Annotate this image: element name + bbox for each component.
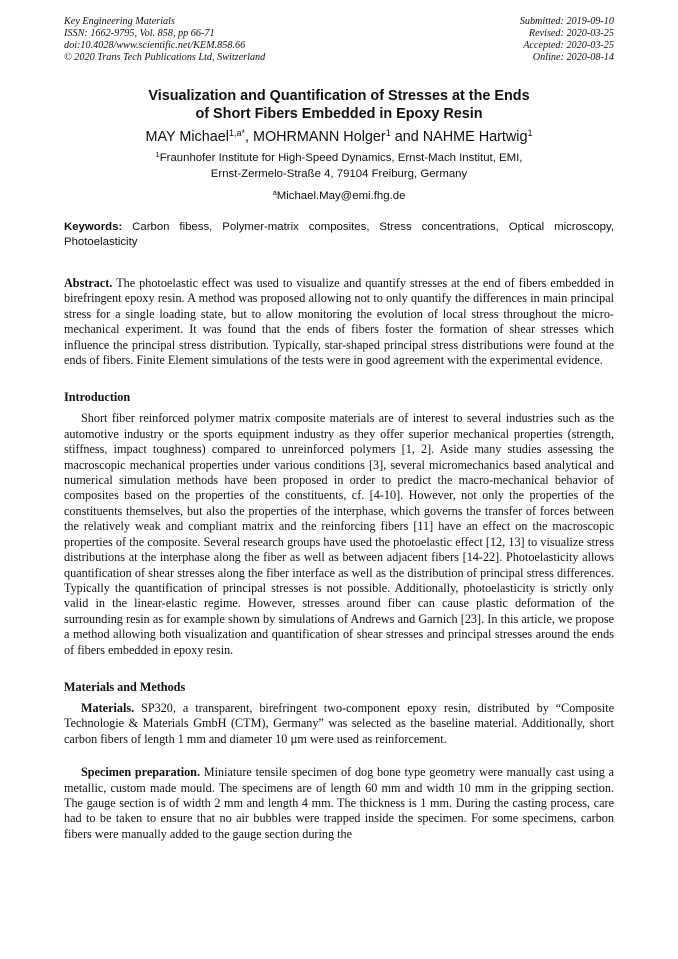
- journal-issn: ISSN: 1662-9795, Vol. 858, pp 66-71: [64, 28, 215, 39]
- materials-text: SP320, a transparent, birefringent two-component epoxy resin, distributed by “Composite Technologie & Materials GmbH (CTM), Germany” was selected as the baseline material. Additionally, short carbon fibers of length 1 mm and diameter 10 µm were used as reinforcement.: [64, 700, 614, 746]
- methods-heading: Materials and Methods: [64, 679, 186, 694]
- journal-doi: doi:10.4028/www.scientific.net/KEM.858.66: [64, 40, 246, 51]
- paper-title: [64, 87, 614, 123]
- date-accepted: Accepted: 2020-03-25: [523, 40, 614, 51]
- author-list: [64, 128, 614, 146]
- journal-header: [64, 16, 614, 64]
- abstract-label: Abstract.: [64, 276, 113, 290]
- author-email: [64, 188, 614, 204]
- author-may-affil: 1,a*: [228, 128, 245, 138]
- author-nahme: and NAHME Hartwig: [390, 129, 528, 145]
- journal-copyright: © 2020 Trans Tech Publications Ltd, Switzerland: [64, 52, 266, 63]
- author-nahme-affil: 1: [527, 128, 533, 138]
- materials-paragraph: [64, 701, 614, 747]
- keywords-label: Keywords:: [64, 221, 123, 233]
- submission-dates: [520, 16, 614, 64]
- author-mohrmann: , MOHRMANN Holger: [244, 129, 386, 145]
- materials-label: Materials.: [81, 700, 135, 715]
- author-mohrmann-affil: 1: [385, 128, 391, 138]
- title-line-1: Visualization and Quantification of Stresses at the Ends: [148, 88, 530, 104]
- specimen-label: Specimen preparation.: [81, 765, 200, 780]
- abstract: [64, 276, 614, 368]
- date-online: Online: 2020-08-14: [532, 52, 614, 63]
- abstract-text: The photoelastic effect was used to visualize and quantify stresses at the end of fibers embedded in birefringent epoxy resin. A method was proposed allowing not to only quantify the differences in main principal stress for a single loading state, but to allow monitoring the evolution of local stress throughout the micro-mechanical experiment. It was found that the ends of fibers foster the formation of shear stresses which influence the principal stress distribution. Typically, star-shaped principal stress distributions were found at the ends of fibers. Finite Element simulations of the tests were in good agreement with the experimental evidence.: [64, 276, 614, 368]
- date-submitted: Submitted: 2019-09-10: [519, 16, 614, 27]
- specimen-text: Miniature tensile specimen of dog bone type geometry were manually cast using a metallic, custom made mould. The specimens are of length 60 mm and width 10 mm in the gripping section. The gauge section is of width 2 mm and length 4 mm. The thickness is 1 mm. During the casting process, care had to be taken to ensure that no air bubbles were trapped inside the specimen. For some specimens, carbon fibers were manually added to the gauge section during the: [64, 765, 614, 841]
- affiliation-line-1: Fraunhofer Institute for High-Speed Dynamics, Ernst-Mach Institut, EMI,: [159, 152, 523, 164]
- date-revised: Revised: 2020-03-25: [528, 28, 614, 39]
- email-marker: a: [272, 188, 277, 197]
- title-line-2: of Short Fibers Embedded in Epoxy Resin: [195, 106, 483, 122]
- affiliation: [64, 150, 614, 182]
- introduction-heading: Introduction: [64, 390, 131, 405]
- keywords: [64, 220, 614, 250]
- specimen-paragraph: [64, 765, 614, 842]
- introduction-paragraph: Short fiber reinforced polymer matrix composite materials are of interest to several industries such as the automotive industry or the sports equipment industry as they offer superior mechanical properties (strength, stiffness, impact toughness) compared to unreinforced polymers [1, 2]. Aside many studies assessing the macroscopic mechanical properties under various conditions [3], several micromechanics based analytical and numerical simulation methods have been proposed in order to predict the macro-mechanical behavior of composites based on the properties of the constituents, cf. [4-10]. However, not only the properties of the constituents themselves, but also the properties of the interphase, which governs the transfer of forces between the relatively weak and compliant matrix and the reinforcing fibers [11] have an effect on the macroscopic properties of the composite. Several research groups have used the photoelastic effect [12, 13] to visualize stress distributions at the interphase along the fiber as well as between adjacent fibers [14-22]. Photoelasticity allows quantification of shear stresses along the fiber interface as well as the distribution of principal stress differences. Typically the quantification of principal stresses is not possible. Additionally, photoelasticity is strictly only valid in the linear-elastic regime. However, stresses around fiber can cause plastic deformation of the surrounding resin as for example shown by simulations of Andrews and Garnich [23]. In this article, we propose a method allowing both visualization and quantification of shear stresses and principal stresses around the ends of fibers embedded in epoxy resin.: [64, 411, 614, 657]
- affiliation-line-2: Ernst-Zermelo-Straße 4, 79104 Freiburg, Germany: [210, 168, 468, 180]
- journal-name: Key Engineering Materials: [64, 16, 175, 27]
- author-may: MAY Michael: [145, 129, 229, 145]
- keywords-text: Carbon fibess, Polymer-matrix composites, Stress concentrations, Optical microscopy, Photoelasticity: [64, 221, 614, 248]
- journal-info: [64, 16, 265, 64]
- email-address: Michael.May@emi.fhg.de: [276, 190, 406, 202]
- affiliation-marker: 1: [155, 150, 160, 159]
